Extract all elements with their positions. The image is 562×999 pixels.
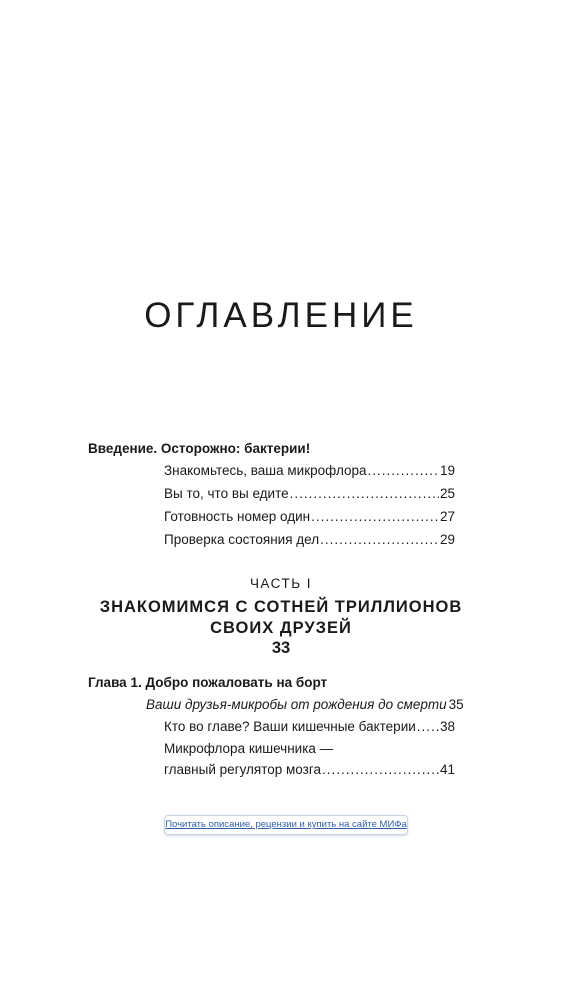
toc-leader-dots (417, 719, 439, 734)
toc-entry-page: 27 (439, 509, 455, 524)
intro-heading: Введение. Осторожно: бактерии! (88, 441, 311, 456)
toc-entry-label: Ваши друзья-микробы от рождения до смерти (146, 697, 447, 712)
buy-on-myth-link[interactable]: Почитать описание, рецензии и купить на сайте МИФа (164, 815, 408, 835)
toc-leader-dots (320, 532, 439, 547)
toc-leader-dots (322, 762, 439, 777)
toc-leader-dots (368, 463, 439, 478)
toc-entry-label-wrapped: Микрофлора кишечника — (164, 741, 334, 756)
toc-entry-label: Готовность номер один (164, 509, 311, 524)
toc-subheading (146, 697, 464, 712)
toc-entry (164, 719, 455, 734)
toc-entry (164, 486, 455, 501)
toc-entry-label: Вы то, что вы едите (164, 486, 289, 501)
toc-entry-page: 25 (439, 486, 455, 501)
toc-entry (164, 762, 455, 777)
toc-entry (164, 532, 455, 547)
toc-entry-page: 29 (439, 532, 455, 547)
part-title-line-2: СВОИХ ДРУЗЕЙ (210, 619, 352, 637)
toc-entry-label: главный регулятор мозга (164, 762, 321, 777)
toc-entry-page: 35 (448, 697, 464, 712)
toc-entry-page: 38 (439, 719, 455, 734)
toc-entry (164, 509, 455, 524)
toc-leader-dots (290, 486, 439, 501)
toc-entry-page: 19 (439, 463, 455, 478)
toc-leader-dots (311, 509, 439, 524)
page-title: ОГЛАВЛЕНИЕ (144, 296, 418, 335)
toc-entry-page: 41 (439, 762, 455, 777)
toc-entry-label: Кто во главе? Ваши кишечные бактерии (164, 719, 416, 734)
part-page-number: 33 (271, 639, 291, 657)
part-title-line-1: ЗНАКОМИМСЯ С СОТНЕЙ ТРИЛЛИОНОВ (99, 598, 463, 616)
chapter-heading: Глава 1. Добро пожаловать на борт (88, 675, 328, 690)
part-label: ЧАСТЬ I (249, 576, 313, 591)
toc-entry-label: Знакомьтесь, ваша микрофлора (164, 463, 367, 478)
toc-entry-label: Проверка состояния дел (164, 532, 320, 547)
toc-entry (164, 463, 455, 478)
